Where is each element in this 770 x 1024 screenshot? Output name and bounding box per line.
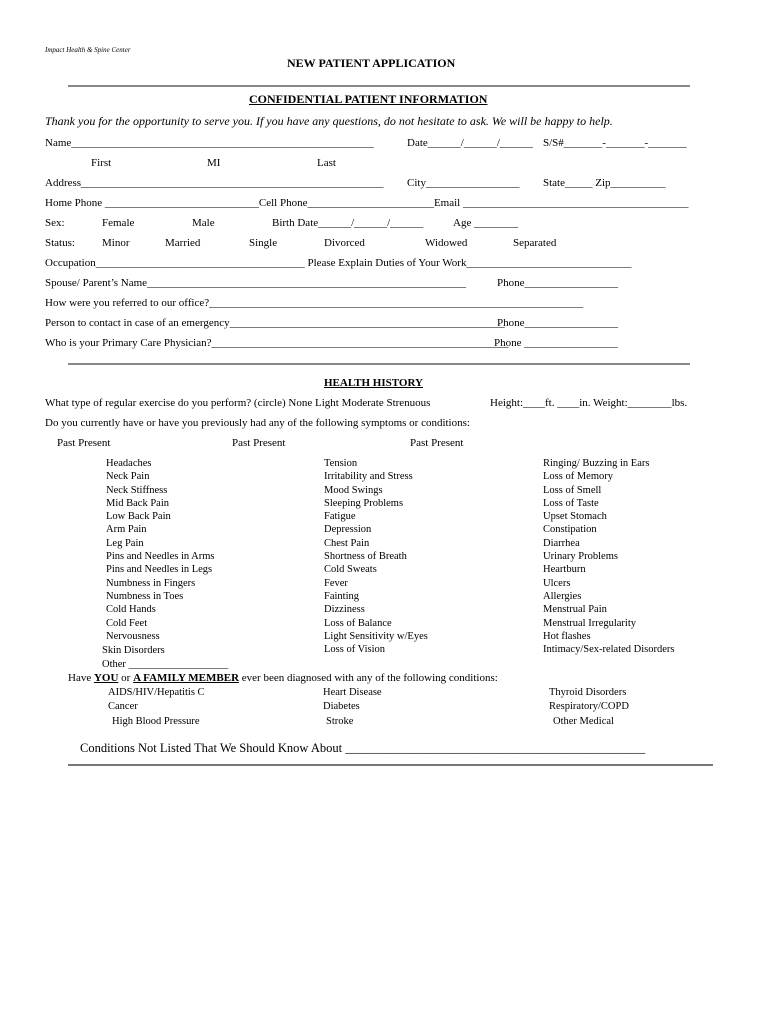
status-label: Status: (45, 237, 75, 249)
symptom-item[interactable]: Leg Pain (106, 537, 144, 549)
symptom-item[interactable]: Depression (324, 524, 372, 536)
sex-label: Sex: (45, 217, 65, 229)
symptom-item[interactable]: Fainting (324, 590, 360, 602)
family-member: A FAMILY MEMBER (133, 672, 240, 684)
symptom-item[interactable]: Mood Swings (324, 484, 383, 496)
height-weight-field[interactable]: Height:____ft. ____in. Weight:________lbs. (490, 397, 688, 409)
family-have: Have (68, 672, 92, 684)
family-condition[interactable]: AIDS/HIV/Hepatitis C (108, 687, 205, 698)
spouse-field[interactable]: Spouse/ Parent’s Name__________________________________________________________ (45, 277, 467, 289)
state-zip-field[interactable]: State_____ Zip__________ (543, 177, 666, 189)
section-title-health-history: HEALTH HISTORY (324, 377, 423, 389)
symptom-item[interactable]: Cold Hands (106, 604, 156, 616)
family-condition[interactable]: Stroke (326, 716, 354, 727)
conditions-not-listed-field[interactable]: Conditions Not Listed That We Should Know About ________________________________________________ (80, 741, 646, 755)
symptom-item[interactable]: Light Sensitivity w/Eyes (324, 630, 428, 642)
symptom-column-2 (324, 457, 428, 656)
family-condition[interactable]: Respiratory/COPD (549, 701, 629, 712)
intro-text: Thank you for the opportunity to serve you. If you have any questions, do not hesitate to ask. We will be happy to help. (45, 114, 613, 128)
symptom-item[interactable]: Diarrhea (543, 537, 580, 549)
symptom-item[interactable]: Urinary Problems (543, 551, 618, 563)
symptom-item[interactable]: Numbness in Toes (106, 590, 184, 602)
referred-field[interactable]: How were you referred to our office?____________________________________________________________________ (45, 297, 584, 309)
family-condition[interactable]: Thyroid Disorders (549, 687, 627, 698)
physician-phone-field[interactable]: Phone _________________ (494, 337, 618, 349)
past-present-header: Past Present (410, 437, 464, 449)
family-condition[interactable]: Diabetes (323, 701, 360, 712)
clinic-name: Impact Health & Spine Center (45, 46, 131, 54)
symptoms-question: Do you currently have or have you previously had any of the following symptoms or conditions: (45, 417, 470, 429)
city-field[interactable]: City_________________ (407, 177, 520, 189)
date-field[interactable]: Date______/______/______ (407, 137, 533, 149)
emergency-phone-field[interactable]: Phone_________________ (497, 317, 618, 329)
last-label: Last (317, 157, 336, 169)
symptom-other-field[interactable]: Other ___________________ (102, 659, 229, 670)
status-option-divorced[interactable]: Divorced (324, 237, 365, 249)
symptom-column-1 (106, 457, 215, 643)
symptom-item-skin[interactable]: Skin Disorders (102, 645, 165, 656)
symptom-item[interactable]: Headaches (106, 458, 152, 469)
status-option-minor[interactable]: Minor (102, 237, 130, 249)
symptom-item[interactable]: Neck Stiffness (106, 484, 168, 496)
symptom-item[interactable]: Tension (324, 458, 358, 469)
symptom-item[interactable]: Sleeping Problems (324, 497, 404, 509)
birth-date-field[interactable]: Birth Date______/______/______ (272, 217, 424, 229)
family-or: or (121, 672, 131, 684)
physician-field[interactable]: Who is your Primary Care Physician?______________________________________________________ (45, 337, 509, 349)
symptom-item[interactable]: Menstrual Irregularity (543, 617, 637, 629)
status-option-single[interactable]: Single (249, 237, 278, 249)
page-title: NEW PATIENT APPLICATION (287, 56, 456, 70)
symptom-item[interactable]: Neck Pain (106, 471, 150, 483)
divider (68, 85, 690, 87)
phone-email-row[interactable]: Home Phone ____________________________Cell Phone_______________________Email _________________________________________ (45, 197, 689, 209)
family-question (68, 672, 498, 685)
family-question-rest: ever been diagnosed with any of the following conditions: (241, 672, 498, 684)
symptom-item[interactable]: Cold Sweats (324, 564, 377, 576)
family-condition[interactable]: Heart Disease (323, 687, 382, 698)
symptom-item[interactable]: Loss of Memory (543, 471, 613, 483)
symptom-item[interactable]: Loss of Balance (324, 617, 392, 629)
family-column-right (549, 686, 629, 728)
occupation-field[interactable]: Occupation______________________________________ Please Explain Duties of Your Work______________________________ (45, 257, 632, 269)
emergency-contact-field[interactable]: Person to contact in case of an emergency__________________________________________________ (45, 317, 505, 329)
symptom-item[interactable]: Chest Pain (324, 537, 370, 549)
age-field[interactable]: Age ________ (453, 217, 519, 229)
past-present-header: Past Present (232, 437, 286, 449)
symptom-item[interactable]: Irritability and Stress (324, 471, 413, 483)
symptom-item[interactable]: Loss of Vision (324, 644, 386, 656)
status-option-separated[interactable]: Separated (513, 237, 557, 249)
symptom-item[interactable]: Ulcers (543, 577, 571, 589)
symptom-column-3 (543, 457, 675, 656)
family-column-middle (323, 686, 382, 728)
exercise-question[interactable]: What type of regular exercise do you perform? (circle) None Light Moderate Strenuous (45, 397, 431, 409)
sex-option-male[interactable]: Male (192, 217, 215, 229)
symptom-item[interactable]: Intimacy/Sex-related Disorders (543, 644, 675, 656)
family-condition[interactable]: Other Medical (553, 716, 614, 727)
past-present-header: Past Present (57, 437, 111, 449)
symptom-item[interactable]: Arm Pain (106, 524, 147, 536)
symptom-item[interactable]: Nervousness (106, 630, 160, 642)
symptom-item[interactable]: Loss of Smell (543, 484, 602, 496)
symptom-item[interactable]: Hot flashes (543, 630, 591, 642)
symptom-item[interactable]: Mid Back Pain (106, 497, 169, 509)
symptom-item[interactable]: Allergies (543, 590, 582, 602)
divider (68, 764, 713, 766)
section-title-confidential: CONFIDENTIAL PATIENT INFORMATION (249, 92, 488, 106)
symptom-item[interactable]: Shortness of Breath (324, 551, 407, 563)
symptom-item[interactable]: Dizziness (324, 604, 365, 616)
symptom-item[interactable]: Loss of Taste (543, 497, 599, 509)
symptom-item[interactable]: Cold Feet (106, 617, 148, 629)
first-label: First (91, 157, 112, 169)
symptom-item[interactable]: Menstrual Pain (543, 604, 607, 616)
family-condition[interactable]: High Blood Pressure (112, 716, 200, 727)
ss-field[interactable]: S/S#_______-_______-_______ (543, 137, 687, 149)
symptom-item[interactable]: Ringing/ Buzzing in Ears (543, 458, 650, 469)
family-condition[interactable]: Cancer (108, 701, 138, 712)
address-field[interactable]: Address_______________________________________________________ (45, 177, 384, 189)
symptom-item[interactable]: Numbness in Fingers (106, 577, 196, 589)
status-option-widowed[interactable]: Widowed (425, 237, 468, 249)
divider (68, 363, 690, 365)
sex-option-female[interactable]: Female (102, 217, 135, 229)
mi-label: MI (207, 157, 221, 169)
symptom-item[interactable]: Heartburn (543, 564, 586, 576)
symptom-item[interactable]: Constipation (543, 524, 597, 536)
name-field[interactable]: Name_______________________________________________________ (45, 137, 374, 149)
status-option-married[interactable]: Married (165, 237, 201, 249)
symptom-item[interactable]: Fever (324, 577, 348, 589)
symptom-item[interactable]: Fatigue (324, 511, 356, 523)
family-you: YOU (93, 672, 119, 684)
symptom-item[interactable]: Pins and Needles in Arms (106, 551, 215, 563)
spouse-phone-field[interactable]: Phone_________________ (497, 277, 618, 289)
symptom-item[interactable]: Upset Stomach (543, 511, 607, 523)
symptom-item[interactable]: Pins and Needles in Legs (106, 564, 213, 576)
family-column-left (108, 686, 205, 728)
symptom-item[interactable]: Low Back Pain (106, 511, 171, 523)
